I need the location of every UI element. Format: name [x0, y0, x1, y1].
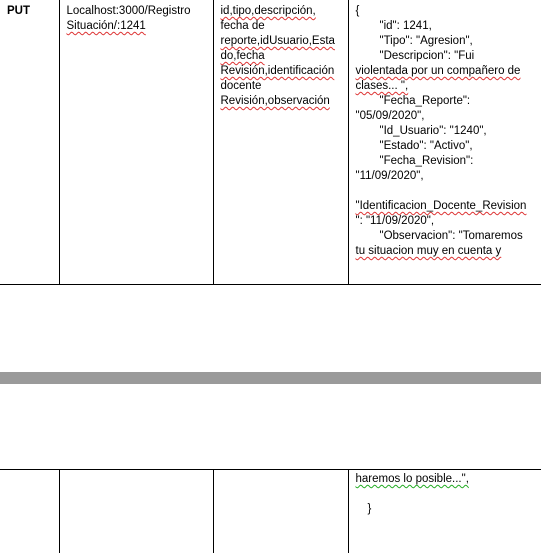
json-line: ": "11/09/2020",: [355, 215, 435, 227]
param-line: docente: [220, 80, 262, 92]
json-line: "Descripcion": "Fui: [379, 50, 475, 62]
table-row: [0, 470, 541, 553]
json-line: {: [355, 5, 360, 17]
params-cell: [213, 470, 348, 553]
param-line: fecha de: [220, 20, 265, 32]
json-line: }: [367, 503, 372, 515]
http-method: PUT: [7, 5, 30, 17]
param-line: Revisión,identificación: [220, 65, 335, 77]
url-cell: [59, 470, 213, 553]
json-line: "Tipo": "Agresion",: [379, 35, 473, 47]
url-cell: [59, 0, 213, 285]
json-line: "Fecha_Reporte":: [379, 95, 471, 107]
json-line: "05/09/2020",: [355, 110, 425, 122]
json-line: "Fecha_Revision":: [379, 155, 474, 167]
method-cell: [0, 0, 59, 285]
json-body-cell: [348, 470, 541, 553]
json-line: "id": 1241,: [379, 20, 432, 32]
json-line: "11/09/2020",: [355, 170, 424, 182]
blank-line: [356, 184, 536, 199]
param-line: reporte,idUsuario,Esta: [220, 35, 335, 47]
params-cell: [213, 0, 348, 285]
param-line: id,tipo,descripción,: [220, 5, 316, 17]
json-line: "Id_Usuario": "1240",: [379, 125, 487, 137]
json-line: clases... ",: [355, 80, 409, 92]
json-line: "Identificacion_Docente_Revision: [355, 200, 527, 212]
json-line: tu situacion muy en cuenta y: [355, 245, 502, 257]
json-line: "Estado": "Activo",: [379, 140, 473, 152]
param-line: Revisión,observación: [220, 95, 330, 107]
json-body-cell: [348, 0, 541, 285]
api-table-continued: [0, 469, 541, 553]
page-break-divider: [0, 372, 541, 384]
json-line: "Observacion": "Tomaremos: [379, 230, 523, 242]
url-line-2: Situación/:1241: [66, 20, 146, 32]
json-line: haremos lo posible...",: [355, 473, 469, 485]
blank-line: [356, 487, 536, 502]
url-line-1: Localhost:3000/Registro: [66, 5, 191, 17]
json-line: violentada por un compañero de: [355, 65, 521, 77]
param-line: do,fecha: [220, 50, 265, 62]
method-cell: [0, 470, 59, 553]
